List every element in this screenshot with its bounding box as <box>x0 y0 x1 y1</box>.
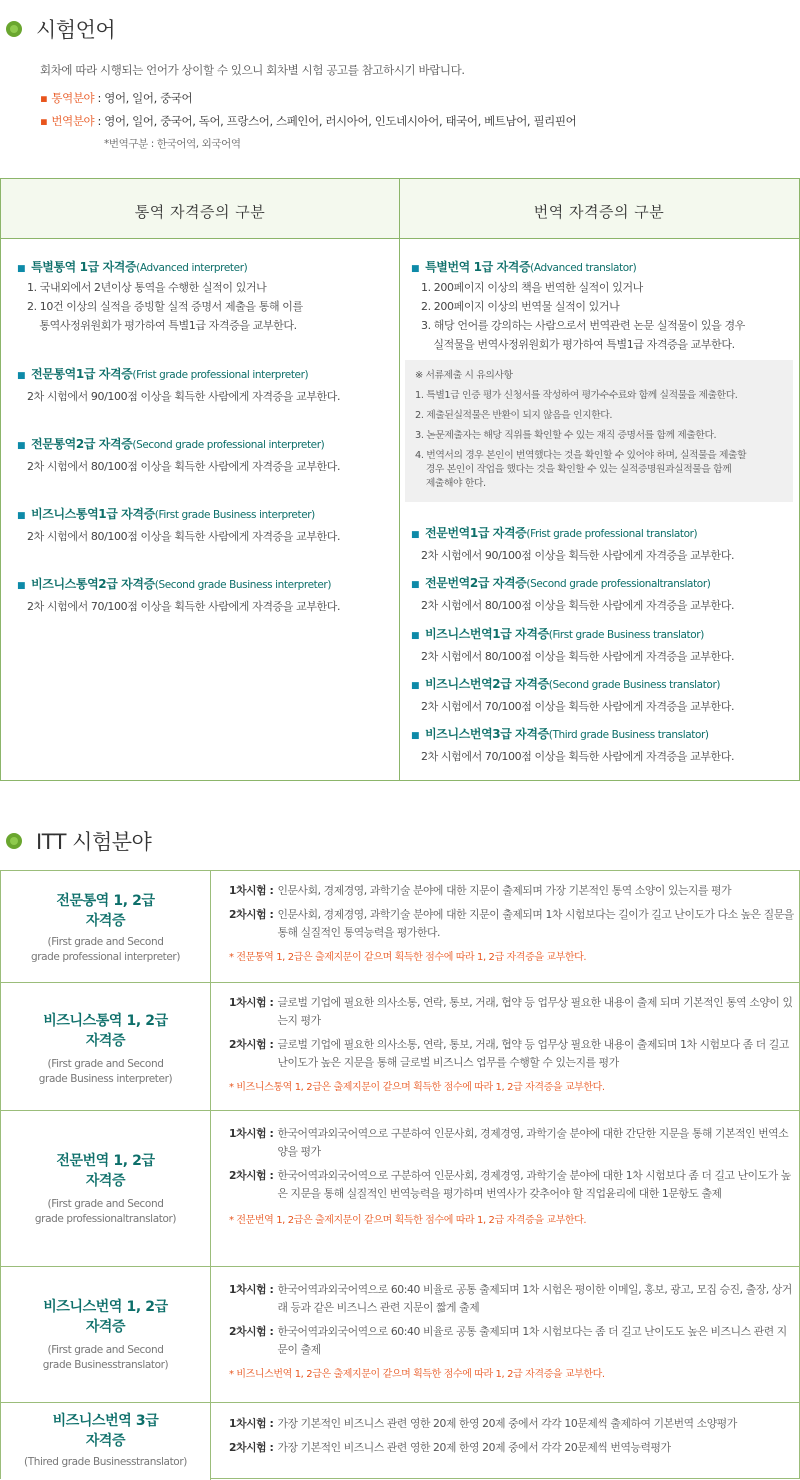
interp-languages: ▪ 통역분야 : 영어, 일어, 중국어 <box>40 91 193 105</box>
trans-languages: ▪ 번역분야 : 영어, 일어, 중국어, 독어, 프랑스어, 스페인어, 러시아어, 인도네시아어, 태국어, 베트남어, 필리핀어 <box>40 114 577 128</box>
section-heading-languages <box>6 14 115 44</box>
table-row <box>1 1110 800 1266</box>
interp-header: 통역 자격증의 구분 <box>134 203 266 221</box>
table-row <box>1 982 800 1110</box>
section-heading-itt <box>6 826 151 856</box>
section-title: ITT 시험분야 <box>36 830 152 854</box>
trans-header: 번역 자격증의 구분 <box>533 203 665 221</box>
row-content: 1차시험 : 한국어역과외국어역으로 구분하여 인문사회, 경제경영, 과학기술 분야에 대한 간단한 지문을 통해 기본적인 번역소양을 평가 2차시험 : 한국어역과외국어역으로 구분하여 인문사회, 경제경영, 과학기술 분야에 대한 1차 시험보다 좀 더 길고 난이도가 높은 지문을 통해 실질적인 번역능력을 평가하며 번역사가 갖추어야 할 직업윤리에 대한 1문항도 출제 * 전문번역 1, 2급은 출제지문이 같으며 획득한 점수에 따라 1, 2급 자격증을 교부한다. <box>229 1127 791 1226</box>
square-bullet-icon: ■ <box>17 371 26 381</box>
table-row <box>1 870 800 982</box>
square-bullet-icon: ■ <box>411 681 420 691</box>
row-header: 전문통역 1, 2급 자격증 (First grade and Second grade professional interpreter) <box>1 871 211 982</box>
row-content: 1차시험 : 가장 기본적인 비즈니스 관련 영한 20제 한영 20제 중에서 각각 10문제씩 출제하여 기본번역 소양평가 2차시험 : 가장 기본적인 비즈니스 관련 영한 20제 한영 20제 중에서 각각 20문제씩 번역능력평가 <box>229 1417 737 1454</box>
row-content: 1차시험 : 글로벌 기업에 필요한 의사소통, 연락, 통보, 거래, 협약 등 업무상 필요한 내용이 출제 되며 기본적인 통역 소양이 있는지 평가 2차시험 : 글로벌 기업에 필요한 의사소통, 연락, 통보, 거래, 협약 등 업무상 필요한 내용이 출제되며 1차 시험보다 좀 더 길고 난이도가 높은 지문을 통해 글로벌 비즈니스 업무를 수행할 수 있는지를 평가 * 비즈니스통역 1, 2급은 출제지문이 같으며 획득한 점수에 따라 1, 2급 자격증을 교부한다. <box>229 996 793 1093</box>
square-bullet-icon: ■ <box>17 511 26 521</box>
square-bullet-icon: ■ <box>411 731 420 741</box>
square-bullet-icon: ■ <box>411 530 420 540</box>
row-header: 비즈니스통역 1, 2급 자격증 (First grade and Second grade Business interpreter) <box>1 983 211 1110</box>
intro-text: 회차에 따라 시행되는 언어가 상이할 수 있으니 회차별 시험 공고를 참고하시기 바랍니다. <box>40 63 465 77</box>
cert-item: ■ 전문통역2급 자격증 (Second grade professional interpreter) 2차 시험에서 80/100점 이상을 획득한 사람에게 자격증을 교부한다. <box>17 437 341 473</box>
column-divider <box>399 179 400 780</box>
submission-notes: ※ 서류제출 시 유의사항 1. 특별1급 인증 평가 신청서를 작성하여 평가수수료와 함께 실적물을 제출한다. 2. 제출된실적물은 반환이 되지 않음을 인지한다. 3. 논문제출자는 해당 직위를 확인할 수 있는 재직 증명서를 함께 제출한다. 4. 번역서의 경우 본인이 번역했다는 것을 확인할 수 있어야 하며, 실적물을 제출할 경우 본인이 작업을 했다는 것을 확인할 수 있는 실적증명원과실적물을 함께 제출해야 한다. <box>405 360 793 502</box>
square-bullet-icon: ■ <box>411 264 420 274</box>
cert-item: ■ 비즈니스통역2급 자격증 (Second grade Business interpreter) 2차 시험에서 70/100점 이상을 획득한 사람에게 자격증을 교부한다. <box>17 577 341 613</box>
cert-item: ■ 전문번역2급 자격증 (Second grade professionaltranslator) 2차 시험에서 80/100점 이상을 획득한 사람에게 자격증을 교부한다. <box>411 576 735 612</box>
table-row <box>1 1266 800 1402</box>
translation-type-note: *번역구분 : 한국어역, 외국어역 <box>104 138 241 150</box>
green-bullet-icon <box>6 833 22 849</box>
section-title: 시험언어 <box>36 18 116 42</box>
square-bullet-icon: ■ <box>411 631 420 641</box>
itt-exam-table <box>0 870 800 1479</box>
square-bullet-icon: ■ <box>17 264 26 274</box>
cert-item: ■ 비즈니스번역2급 자격증 (Second grade Business translator) 2차 시험에서 70/100점 이상을 획득한 사람에게 자격증을 교부한다. <box>411 677 735 713</box>
grid-header <box>1 179 799 239</box>
square-bullet-icon: ■ <box>411 580 420 590</box>
square-bullet-icon: ▪ <box>40 114 48 128</box>
row-header: 비즈니스번역 3급 자격증 (Thired grade Businesstranslator) <box>1 1403 211 1480</box>
row-header: 전문번역 1, 2급 자격증 (First grade and Second grade professionaltranslator) <box>1 1111 211 1266</box>
square-bullet-icon: ■ <box>17 581 26 591</box>
row-content: 1차시험 : 인문사회, 경제경영, 과학기술 분야에 대한 지문이 출제되며 가장 기본적인 통역 소양이 있는지를 평가 2차시험 : 인문사회, 경제경영, 과학기술 분야에 대한 지문이 출제되며 1차 시험보다는 길이가 길고 난이도가 다소 높은 질문을 통해 실질적인 통역능력을 평가한다. * 전문통역 1, 2급은 출제지문이 같으며 획득한 점수에 따라 1, 2급 자격증을 교부한다. <box>229 884 794 963</box>
row-content: 1차시험 : 한국어역과외국어역으로 60:40 비율로 공통 출제되며 1차 시험은 평이한 이메일, 홍보, 광고, 모집 승진, 출장, 상거래 등과 같은 비즈니스 관련 지문이 짧게 출제 2차시험 : 한국어역과외국어역으로 60:40 비율로 공통 출제되며 1차 시험보다는 좀 더 길고 난이도도 높은 비즈니스 관련 지문이 출제 * 비즈니스번역 1, 2급은 출제지문이 같으며 획득한 점수에 따라 1, 2급 자격증을 교부한다. <box>229 1283 792 1380</box>
cert-item: ■ 특별번역 1급 자격증 (Advanced translator) 1. 200페이지 이상의 책을 번역한 실적이 있거나 2. 200페이지 이상의 번역물 실적이 있거나 3. 해당 언어를 강의하는 사람으로서 번역관련 논문 실적물이 있을 경우 실적물을 번역사정위원회가 평가하여 특별1급 자격증을 교부한다. <box>411 260 745 351</box>
cert-item: ■ 비즈니스통역1급 자격증 (First grade Business interpreter) 2차 시험에서 80/100점 이상을 획득한 사람에게 자격증을 교부한다. <box>17 507 341 543</box>
cert-item: ■ 특별통역 1급 자격증 (Advanced interpreter) 1. 국내외에서 2년이상 통역을 수행한 실적이 있거나 2. 10건 이상의 실적을 증빙할 실적 증명서 제출을 통해 이를 통역사정위원회가 평가하여 특별1급 자격증을 교부한다. <box>17 260 303 332</box>
row-header: 비즈니스번역 1, 2급 자격증 (First grade and Second grade Businesstranslator) <box>1 1267 211 1402</box>
cert-item: ■ 비즈니스번역3급 자격증 (Third grade Business translator) 2차 시험에서 70/100점 이상을 획득한 사람에게 자격증을 교부한다. <box>411 727 735 763</box>
square-bullet-icon: ■ <box>17 441 26 451</box>
cert-item: ■ 전문번역1급 자격증 (Frist grade professional translator) 2차 시험에서 90/100점 이상을 획득한 사람에게 자격증을 교부한다. <box>411 526 735 562</box>
table-row <box>1 1402 800 1480</box>
green-bullet-icon <box>6 21 22 37</box>
square-bullet-icon: ▪ <box>40 91 48 105</box>
cert-item: ■ 비즈니스번역1급 자격증 (First grade Business translator) 2차 시험에서 80/100점 이상을 획득한 사람에게 자격증을 교부한다. <box>411 627 735 663</box>
cert-item: ■ 전문통역1급 자격증 (Frist grade professional interpreter) 2차 시험에서 90/100점 이상을 획득한 사람에게 자격증을 교부한다. <box>17 367 341 403</box>
